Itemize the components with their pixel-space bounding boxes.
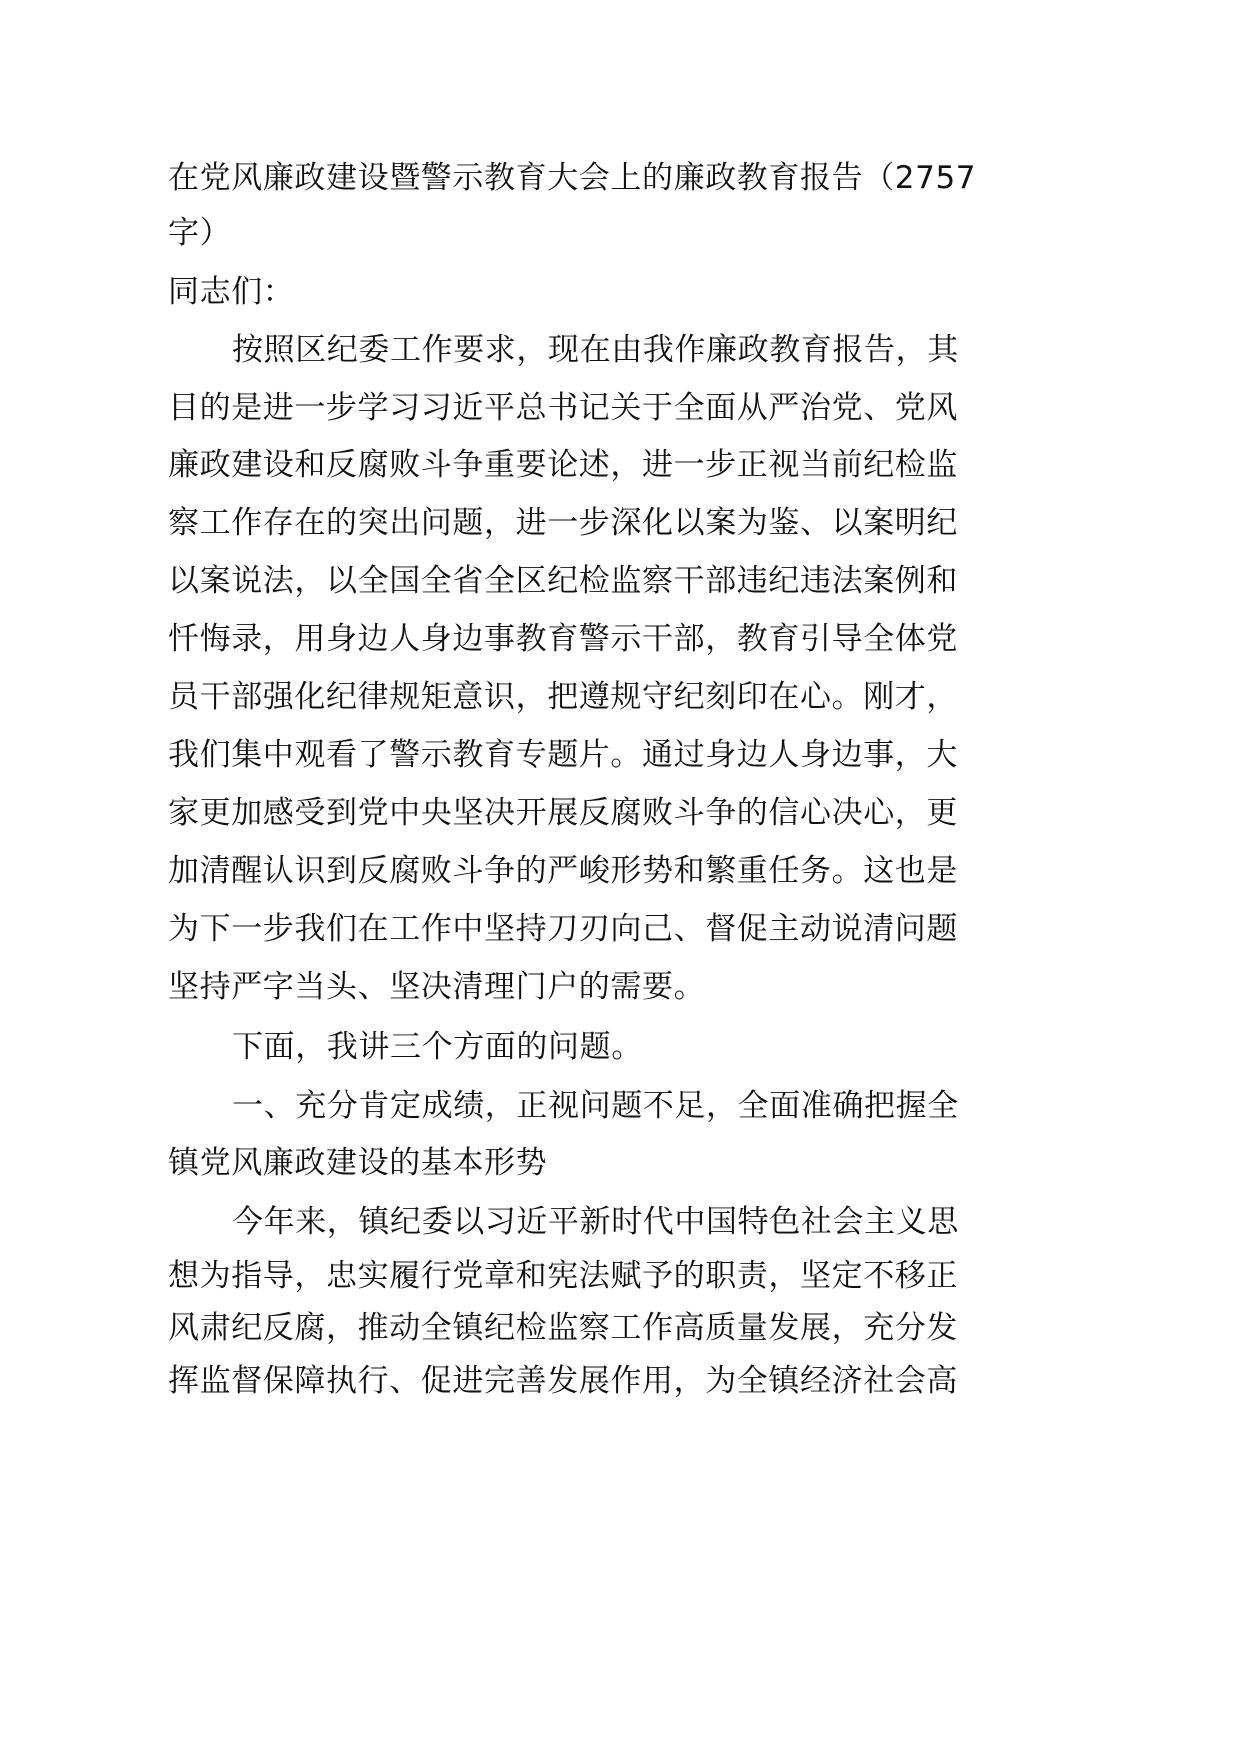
paragraph-line: 察工作存在的突出问题，进一步深化以案为鉴、以案明纪 xyxy=(168,505,958,541)
document-title-line: 字） xyxy=(168,215,232,251)
paragraph-line: 廉政建设和反腐败斗争重要论述，进一步正视当前纪检监 xyxy=(168,447,958,483)
paragraph-line: 员干部强化纪律规矩意识，把遵规守纪刻印在心。刚才， xyxy=(168,679,958,715)
paragraph-line: 加清醒认识到反腐败斗争的严峻形势和繁重任务。这也是 xyxy=(168,853,958,889)
paragraph-line: 目的是进一步学习习近平总书记关于全面从严治党、党风 xyxy=(168,390,958,426)
section-heading-line: 一、充分肯定成绩，正视问题不足，全面准确把握全 xyxy=(232,1088,959,1124)
paragraph-line: 为下一步我们在工作中坚持刀刃向己、督促主动说清问题 xyxy=(168,911,958,947)
paragraph-line: 想为指导，忠实履行党章和宪法赋予的职责，坚定不移正 xyxy=(168,1258,958,1294)
paragraph-line: 家更加感受到党中央坚决开展反腐败斗争的信心决心，更 xyxy=(168,795,958,831)
paragraph-line: 挥监督保障执行、促进完善发展作用，为全镇经济社会高 xyxy=(168,1363,958,1399)
paragraph-line: 以案说法，以全国全省全区纪检监察干部违纪违法案例和 xyxy=(168,563,958,599)
paragraph-line: 今年来，镇纪委以习近平新时代中国特色社会主义思 xyxy=(232,1204,959,1240)
paragraph-line: 我们集中观看了警示教育专题片。通过身边人身边事，大 xyxy=(168,737,958,773)
section-heading-line: 镇党风廉政建设的基本形势 xyxy=(168,1145,548,1181)
paragraph-line: 坚持严字当头、坚决清理门户的需要。 xyxy=(168,969,706,1005)
paragraph-line: 按照区纪委工作要求，现在由我作廉政教育报告，其 xyxy=(232,332,959,368)
paragraph-line: 忏悔录，用身边人身边事教育警示干部，教育引导全体党 xyxy=(168,621,958,657)
document-title-line: 在党风廉政建设暨警示教育大会上的廉政教育报告（2757 xyxy=(168,160,977,196)
paragraph-line: 下面，我讲三个方面的问题。 xyxy=(232,1029,643,1065)
salutation: 同志们： xyxy=(168,274,295,310)
paragraph-line: 风肃纪反腐，推动全镇纪检监察工作高质量发展，充分发 xyxy=(168,1310,958,1346)
